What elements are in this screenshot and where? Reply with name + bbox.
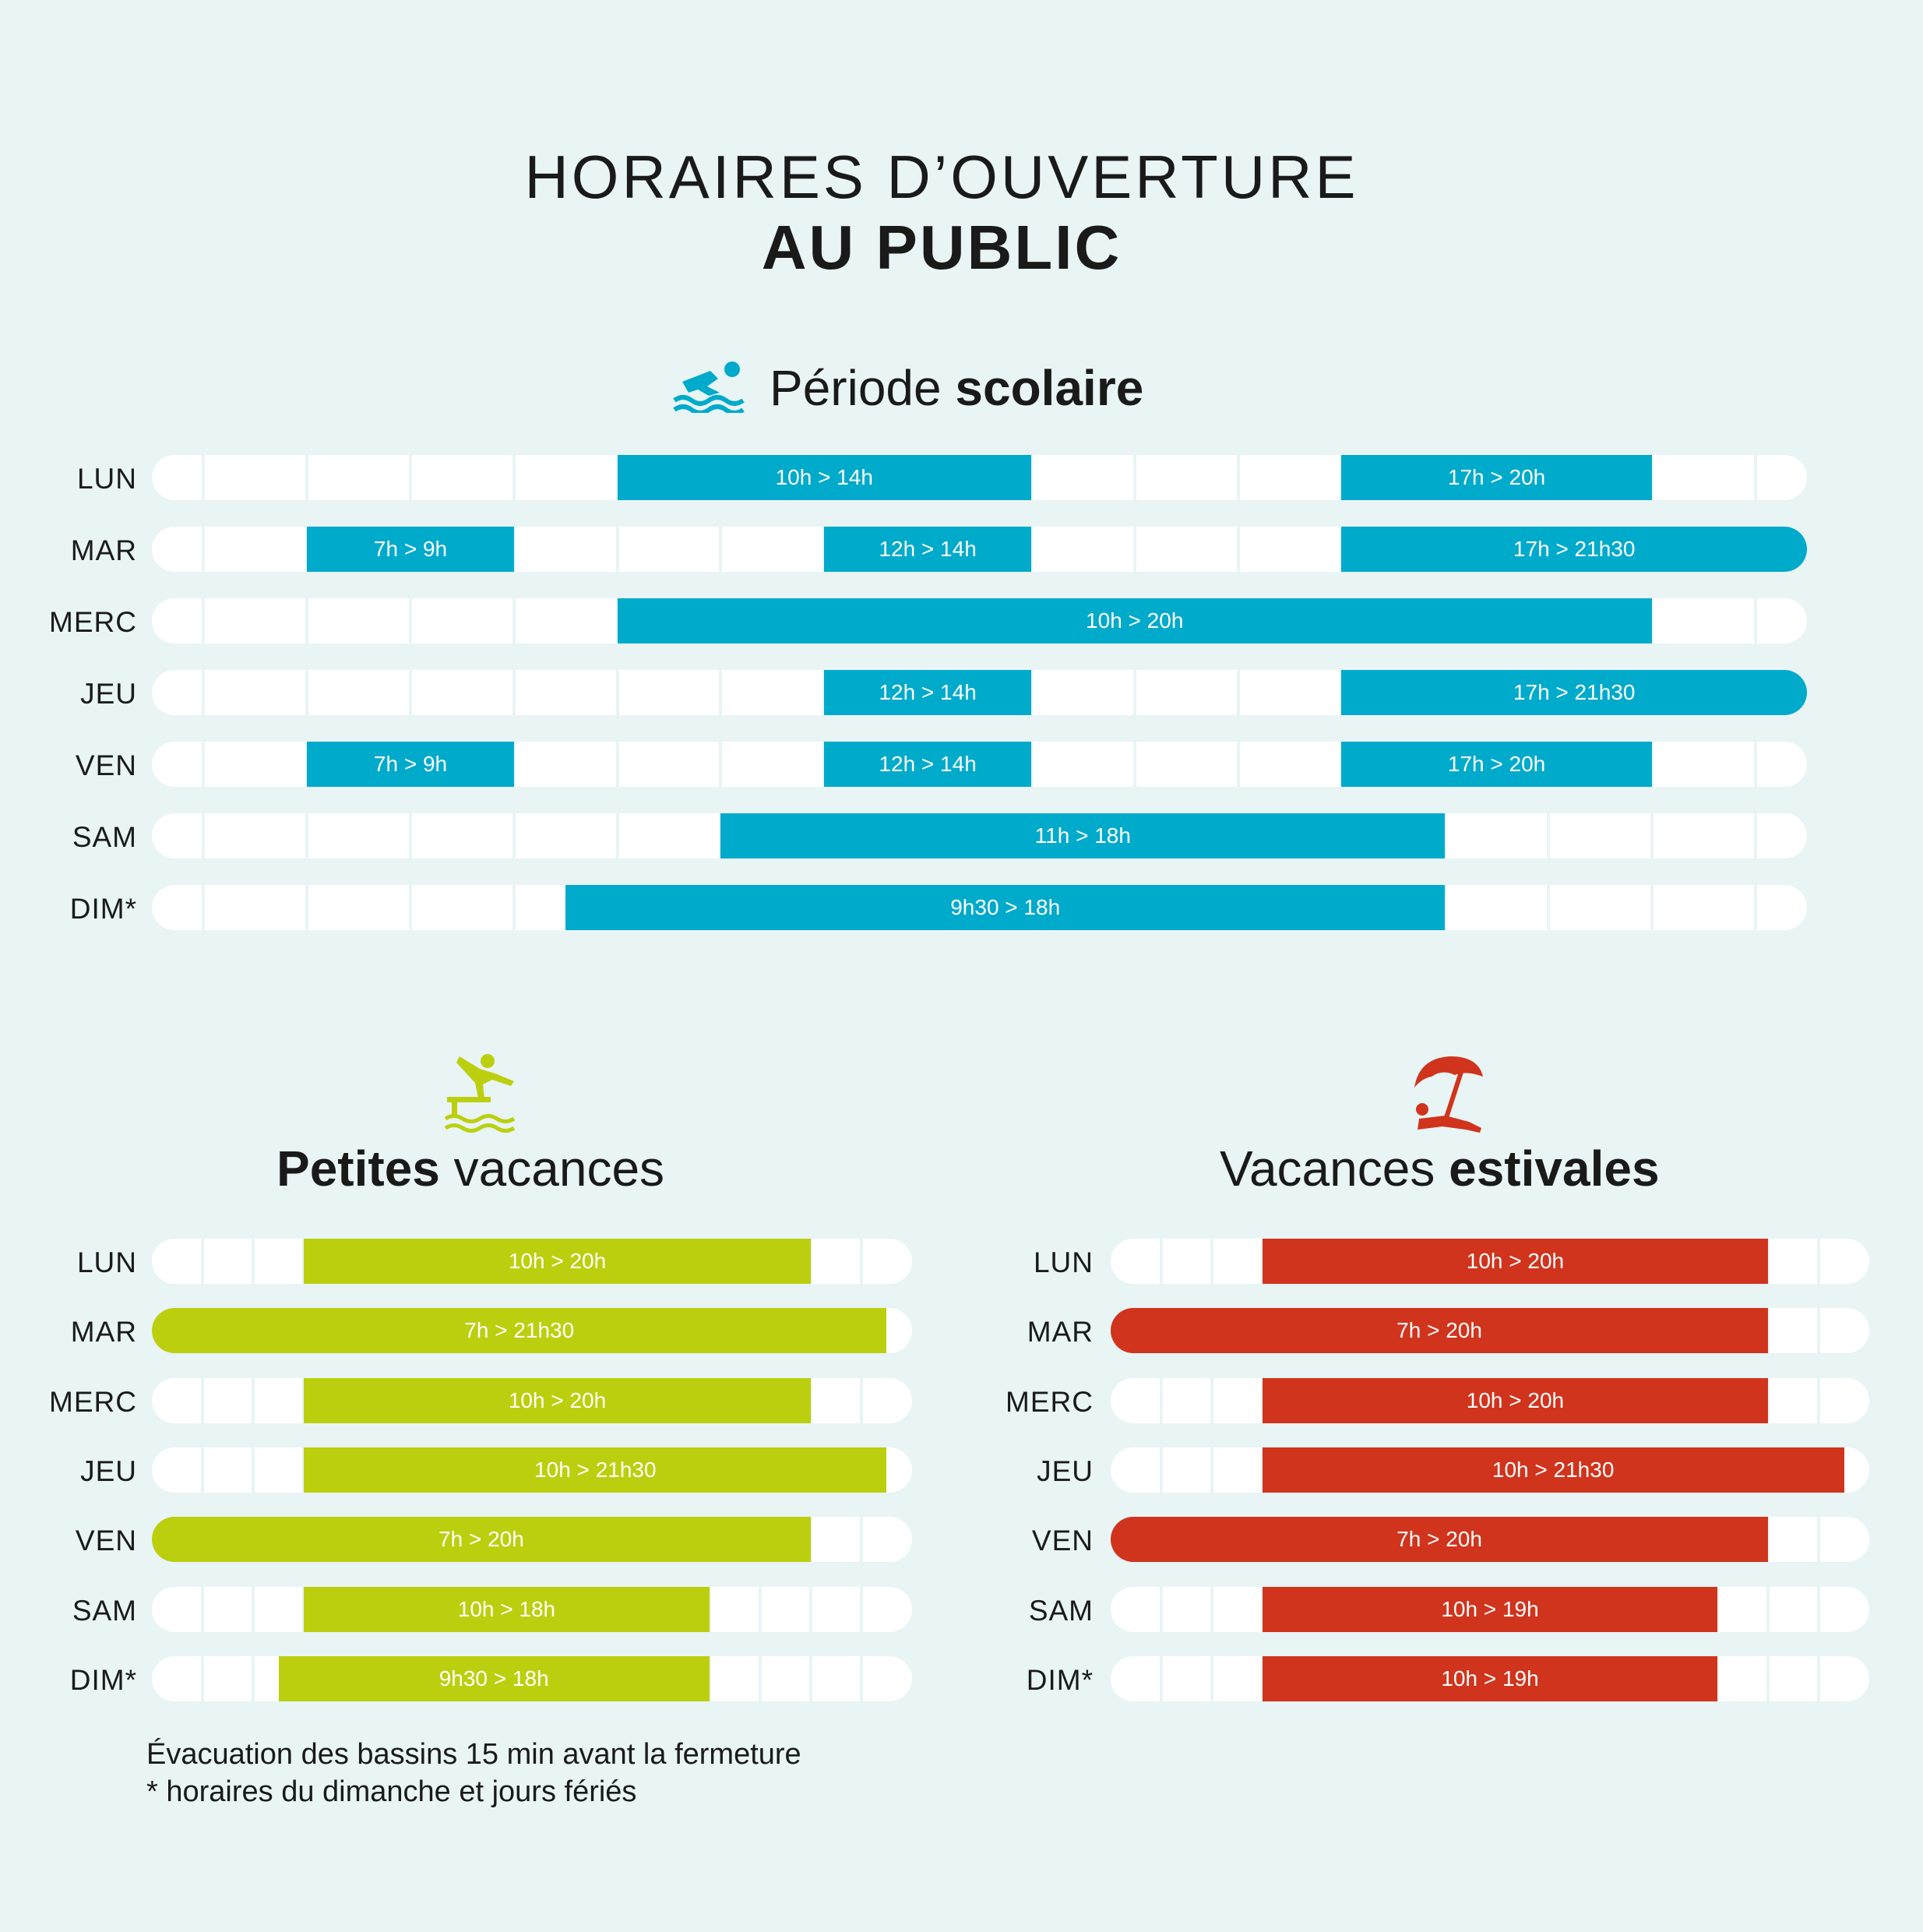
- diver-icon: [444, 1050, 517, 1133]
- hour-divider: [1766, 1587, 1770, 1632]
- hour-divider: [201, 1656, 204, 1701]
- hour-divider: [759, 1656, 762, 1701]
- schedule-row: [1111, 1447, 1869, 1493]
- note-evacuation: Évacuation des bassins 15 min avant la fermeture: [146, 1738, 801, 1771]
- hour-divider: [1210, 1447, 1213, 1493]
- hour-divider: [409, 813, 412, 858]
- hour-divider: [1547, 813, 1550, 858]
- hour-divider: [512, 598, 516, 643]
- hour-divider: [202, 670, 205, 715]
- section-title-scolaire: [770, 360, 1144, 416]
- day-label: SAM: [1028, 1595, 1094, 1627]
- open-hours-label: 10h > 20h: [508, 1249, 607, 1273]
- open-hours-label: 10h > 20h: [1466, 1388, 1565, 1412]
- open-hours-label: 10h > 21h30: [534, 1458, 657, 1482]
- hour-divider: [1210, 1656, 1213, 1701]
- hour-divider: [1237, 455, 1240, 500]
- hour-divider: [1754, 598, 1757, 643]
- hour-divider: [1650, 885, 1654, 930]
- section-title-regular: Période: [770, 360, 956, 416]
- open-hours-label: 7h > 20h: [1396, 1527, 1482, 1551]
- hour-divider: [1237, 670, 1240, 715]
- hour-divider: [1754, 742, 1757, 787]
- hour-divider: [860, 1587, 863, 1632]
- schedule-row: [1111, 1517, 1869, 1562]
- hour-divider: [201, 1239, 204, 1284]
- hour-divider: [1766, 1656, 1770, 1701]
- hour-divider: [202, 885, 205, 930]
- open-hours-label: 9h30 > 18h: [950, 895, 1061, 919]
- hour-divider: [1817, 1308, 1820, 1353]
- hour-divider: [202, 742, 205, 787]
- hour-divider: [409, 598, 412, 643]
- schedule-row: [152, 813, 1807, 858]
- open-hours-label: 10h > 20h: [508, 1388, 607, 1412]
- hour-divider: [201, 1378, 204, 1423]
- open-hours-label: 10h > 19h: [1441, 1597, 1539, 1621]
- schedule-row: [152, 1656, 912, 1701]
- hour-divider: [1160, 1587, 1163, 1632]
- hour-divider: [860, 1239, 863, 1284]
- day-label: JEU: [80, 1455, 137, 1487]
- day-label: SAM: [72, 821, 137, 853]
- hour-divider: [1133, 527, 1136, 572]
- hour-divider: [616, 813, 619, 858]
- open-hours-label: 9h30 > 18h: [438, 1666, 549, 1690]
- hour-divider: [1237, 527, 1240, 572]
- hour-divider: [202, 813, 205, 858]
- day-label: VEN: [75, 749, 137, 781]
- schedule-row: [152, 670, 1807, 715]
- open-hours-label: 17h > 20h: [1447, 465, 1546, 489]
- schedule-row: [152, 455, 1807, 500]
- hour-divider: [202, 598, 205, 643]
- hour-divider: [719, 670, 722, 715]
- hour-divider: [1817, 1239, 1820, 1284]
- open-hours-label: 12h > 14h: [879, 752, 977, 776]
- open-hours-label: 7h > 20h: [438, 1527, 524, 1551]
- hour-divider: [1817, 1587, 1820, 1632]
- hour-divider: [305, 670, 308, 715]
- day-label: MAR: [70, 1316, 137, 1348]
- hour-divider: [1160, 1378, 1163, 1423]
- hour-divider: [512, 813, 516, 858]
- open-hours-label: 10h > 18h: [457, 1597, 556, 1621]
- hour-divider: [616, 527, 619, 572]
- day-label: MERC: [49, 606, 137, 638]
- hour-divider: [202, 455, 205, 500]
- hour-divider: [1817, 1378, 1820, 1423]
- note-sunday: * horaires du dimanche et jours fériés: [146, 1775, 637, 1808]
- beach-umbrella-icon: [1411, 1053, 1486, 1134]
- hour-divider: [305, 885, 308, 930]
- hour-divider: [1210, 1587, 1213, 1632]
- section-title-regular: vacances: [439, 1141, 665, 1197]
- schedule-row: [1111, 1587, 1869, 1632]
- notes: [146, 1736, 801, 1810]
- day-label: JEU: [1037, 1455, 1094, 1487]
- hour-divider: [252, 1239, 255, 1284]
- schedule-row: [152, 1378, 912, 1423]
- schedule-row: [1111, 1308, 1869, 1353]
- schedule-row: [152, 1447, 912, 1493]
- day-label: DIM*: [69, 1664, 137, 1696]
- hour-divider: [1817, 1656, 1820, 1701]
- open-hours-label: 10h > 14h: [775, 465, 873, 489]
- schedule-row: [152, 1308, 912, 1353]
- hour-divider: [1754, 885, 1757, 930]
- hour-divider: [305, 598, 308, 643]
- schedule-row: [152, 742, 1807, 787]
- hour-divider: [1210, 1378, 1213, 1423]
- day-label: VEN: [75, 1525, 137, 1557]
- hour-divider: [719, 742, 722, 787]
- day-label: LUN: [76, 1246, 137, 1278]
- hour-divider: [1160, 1447, 1163, 1493]
- section-title-bold: estivales: [1449, 1141, 1660, 1197]
- section-title-petites: [276, 1141, 665, 1197]
- hour-divider: [201, 1447, 204, 1493]
- hour-divider: [616, 742, 619, 787]
- hour-divider: [719, 527, 722, 572]
- open-hours-label: 10h > 20h: [1466, 1249, 1565, 1273]
- hour-divider: [305, 455, 308, 500]
- open-hours-label: 7h > 21h30: [464, 1318, 575, 1342]
- swimmer-icon: [673, 358, 745, 413]
- open-hours-label: 7h > 9h: [373, 537, 448, 561]
- hour-divider: [252, 1447, 255, 1493]
- open-hours-label: 10h > 20h: [1086, 608, 1184, 633]
- hour-divider: [1133, 455, 1136, 500]
- hour-divider: [1160, 1239, 1163, 1284]
- open-hours-label: 7h > 20h: [1396, 1318, 1482, 1342]
- hour-divider: [616, 670, 619, 715]
- schedule-row: [152, 527, 1807, 572]
- hour-divider: [1133, 670, 1136, 715]
- page-title: HORAIRES D’OUVERTURE: [524, 143, 1359, 211]
- section-title-estivales: [1220, 1141, 1660, 1197]
- hour-divider: [1210, 1239, 1213, 1284]
- page-subtitle: AU PUBLIC: [761, 213, 1122, 282]
- day-label: SAM: [72, 1595, 137, 1627]
- open-hours-label: 17h > 20h: [1447, 752, 1546, 776]
- open-hours-label: 12h > 14h: [879, 537, 977, 561]
- hour-divider: [809, 1587, 812, 1632]
- day-label: DIM*: [1026, 1664, 1094, 1696]
- day-label: JEU: [80, 678, 137, 710]
- hour-divider: [512, 885, 516, 930]
- hour-divider: [1817, 1517, 1820, 1562]
- day-label: LUN: [76, 463, 137, 495]
- hour-divider: [252, 1656, 255, 1701]
- hour-divider: [1754, 455, 1757, 500]
- hour-divider: [201, 1587, 204, 1632]
- open-hours-label: 10h > 19h: [1441, 1666, 1539, 1690]
- schedule-row: [1111, 1239, 1869, 1284]
- hour-divider: [252, 1378, 255, 1423]
- schedule-row: [152, 1239, 912, 1284]
- day-label: LUN: [1033, 1246, 1094, 1278]
- hour-divider: [860, 1517, 863, 1562]
- section-title-bold: Petites: [276, 1141, 440, 1197]
- day-label: VEN: [1031, 1525, 1094, 1557]
- day-label: MAR: [1027, 1316, 1094, 1348]
- hour-divider: [409, 670, 412, 715]
- day-label: MERC: [1006, 1386, 1094, 1418]
- hour-divider: [512, 670, 516, 715]
- day-label: DIM*: [69, 893, 137, 925]
- open-hours-label: 17h > 21h30: [1513, 537, 1636, 561]
- hour-divider: [202, 527, 205, 572]
- open-hours-label: 7h > 9h: [373, 752, 448, 776]
- section-title-regular: Vacances: [1220, 1141, 1449, 1197]
- schedule-row: [1111, 1378, 1869, 1423]
- open-hours-label: 10h > 21h30: [1492, 1458, 1615, 1482]
- section-title-bold: scolaire: [955, 360, 1144, 416]
- hour-divider: [1650, 813, 1654, 858]
- hour-divider: [409, 885, 412, 930]
- hour-divider: [1547, 885, 1550, 930]
- day-label: MERC: [49, 1386, 137, 1418]
- hour-divider: [860, 1656, 863, 1701]
- schedule-row: [152, 1587, 912, 1632]
- hour-divider: [512, 455, 516, 500]
- open-hours-label: 17h > 21h30: [1513, 680, 1636, 704]
- hour-divider: [759, 1587, 762, 1632]
- hour-divider: [1133, 742, 1136, 787]
- hour-divider: [809, 1656, 812, 1701]
- hour-divider: [409, 455, 412, 500]
- schedule-row: [152, 598, 1807, 643]
- schedule-row: [152, 1517, 912, 1562]
- schedule-row: [152, 885, 1807, 930]
- open-hours-label: 11h > 18h: [1034, 823, 1131, 848]
- day-label: MAR: [70, 534, 137, 566]
- hour-divider: [252, 1587, 255, 1632]
- hour-divider: [305, 813, 308, 858]
- schedule-row: [1111, 1656, 1869, 1701]
- hour-divider: [1237, 742, 1240, 787]
- open-hours-label: 12h > 14h: [879, 680, 977, 704]
- hour-divider: [1160, 1656, 1163, 1701]
- hour-divider: [860, 1378, 863, 1423]
- hour-divider: [1754, 813, 1757, 858]
